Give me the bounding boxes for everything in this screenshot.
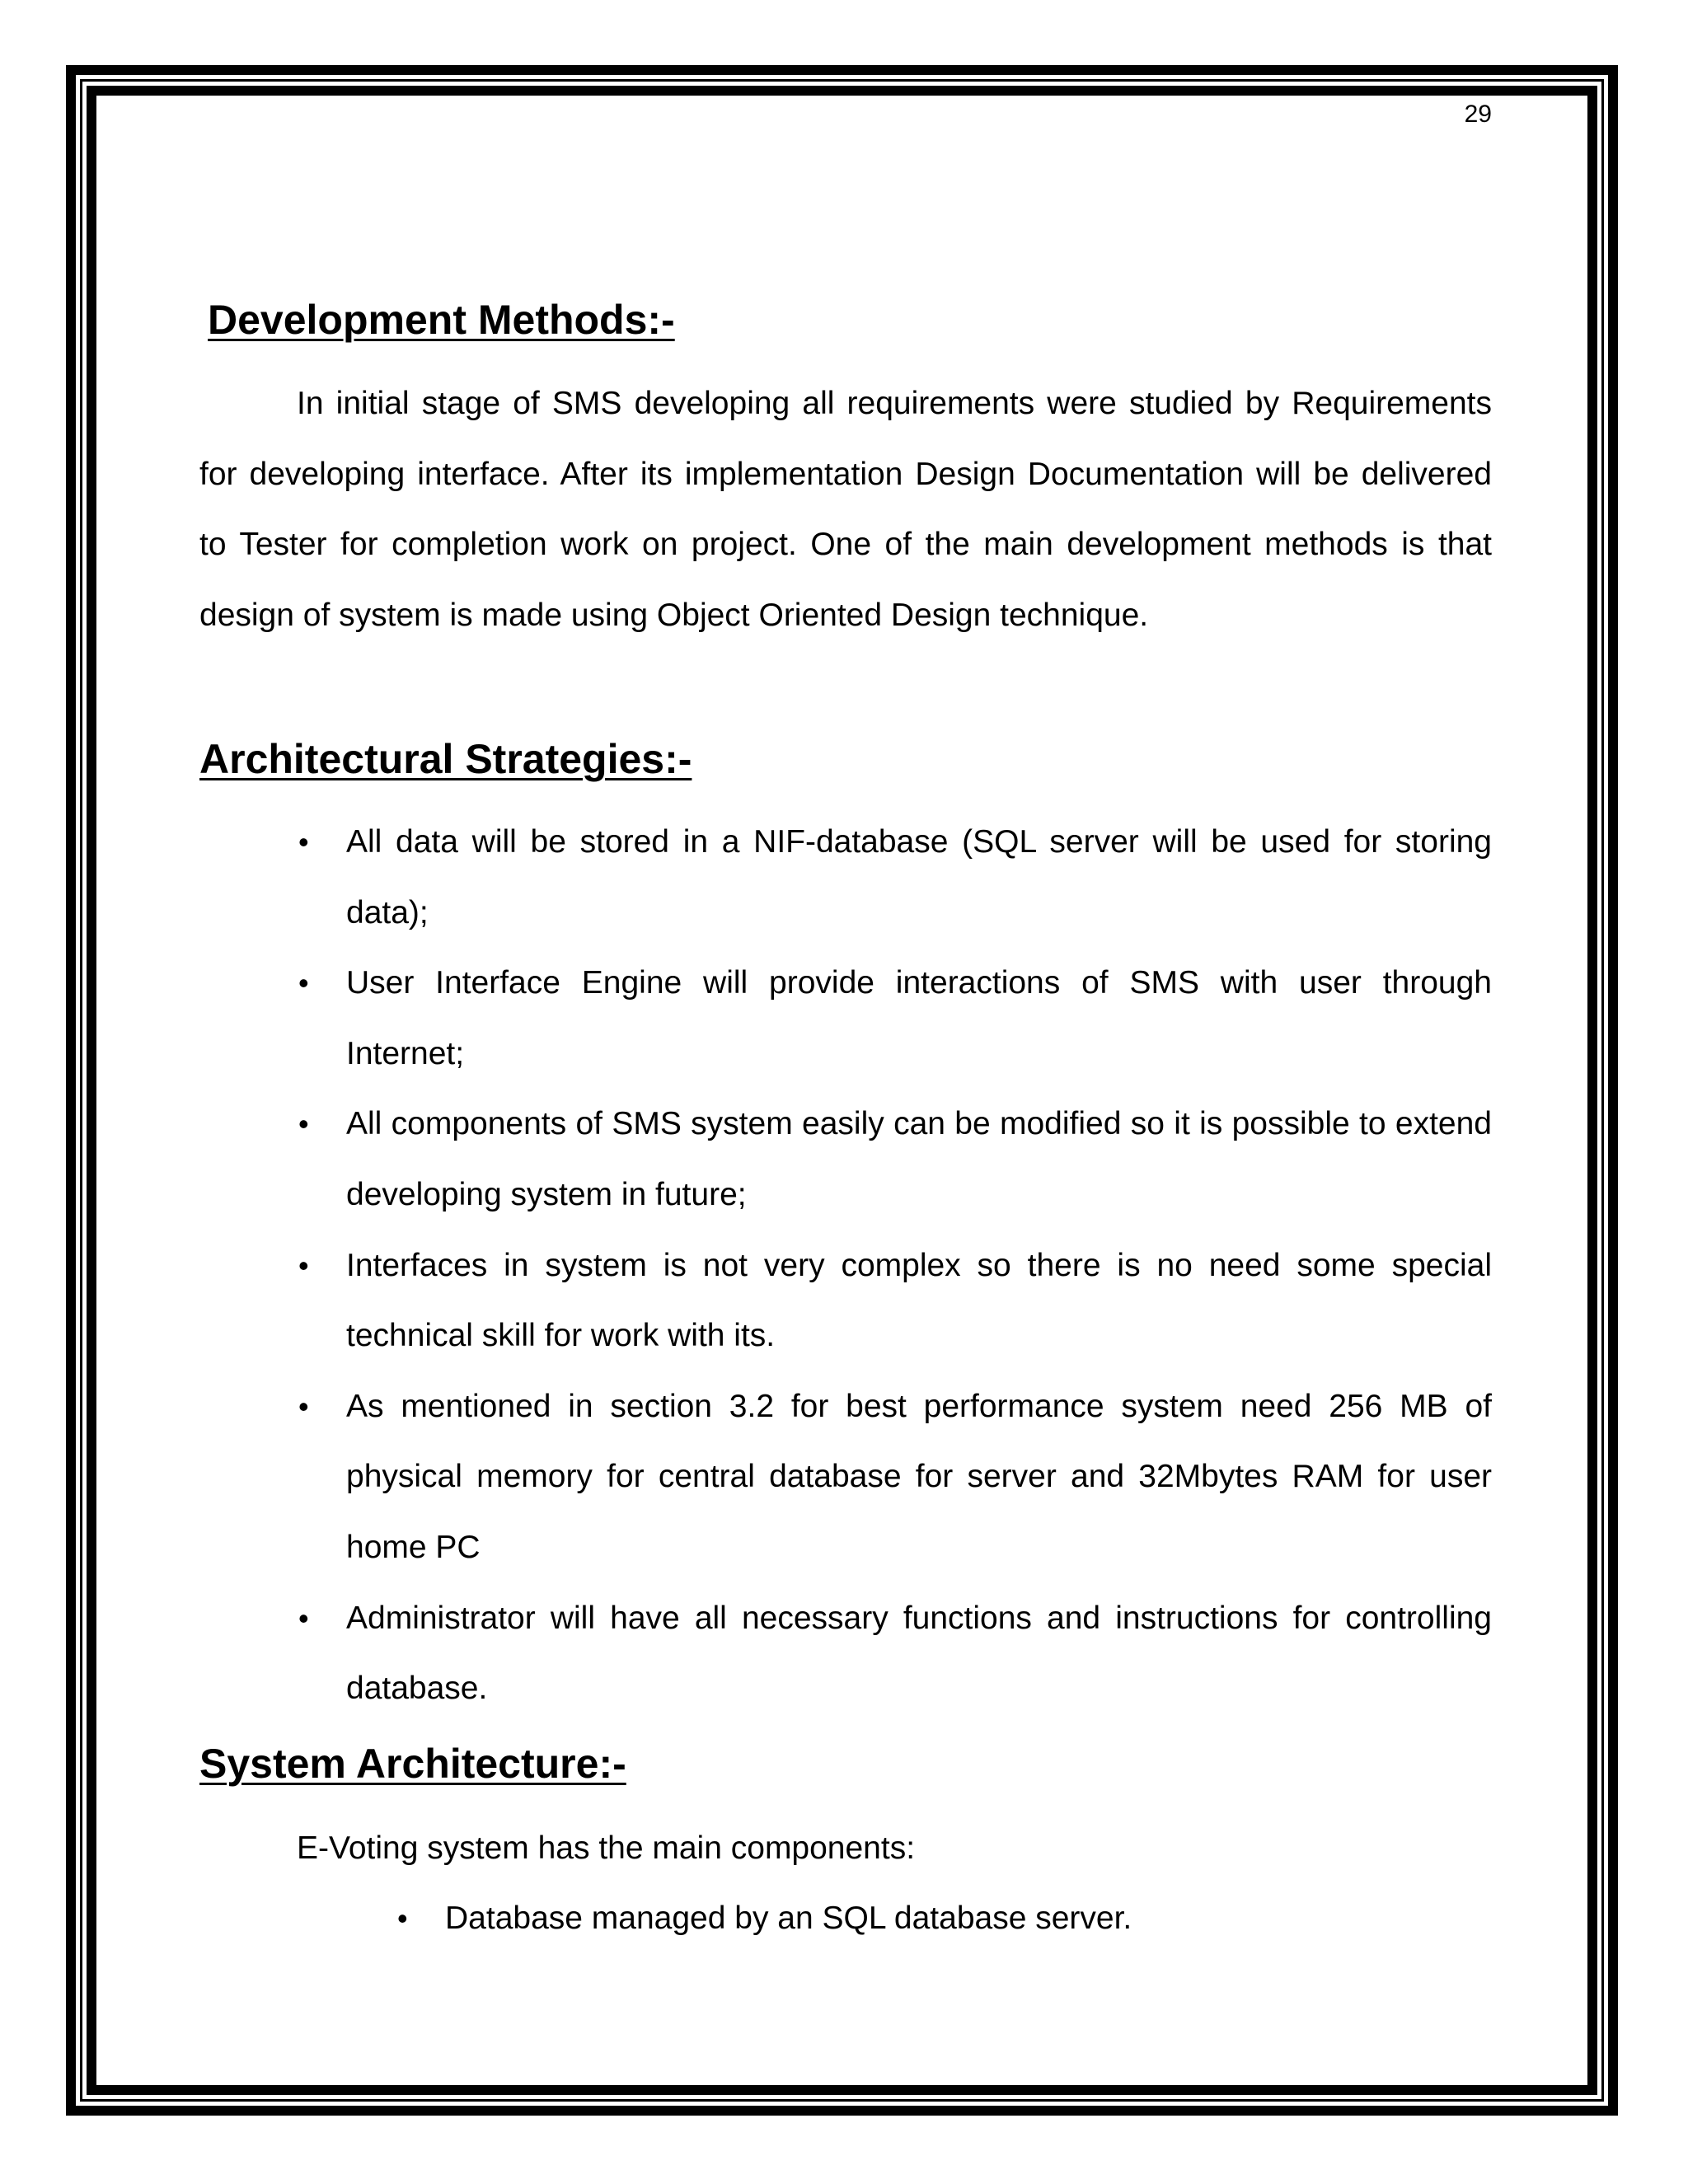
list-item-text: Administrator will have all necessary functions and instructions for controlling database.: [346, 1600, 1492, 1707]
list-item: [199, 1230, 1492, 1371]
bullet-icon: •: [298, 825, 309, 859]
paragraph-development-methods: In initial stage of SMS developing all requirements were studied by Requirements for developing interface. After its implementation Design Documentation will be delivered to Tester for completion work on project. One of the main development methods is that design of system is made using Object Oriented Design technique.: [199, 386, 1492, 633]
list-item-text: User Interface Engine will provide interactions of SMS with user through Internet;: [346, 965, 1492, 1071]
bullet-icon: •: [298, 966, 309, 1001]
list-item-text: All data will be stored in a NIF-database (SQL server will be used for storing data);: [346, 824, 1492, 930]
heading-system-architecture: System Architecture:-: [199, 1741, 626, 1787]
list-item: [199, 948, 1492, 1089]
list-item-text: Database managed by an SQL database server.: [445, 1900, 1132, 1936]
list-item: [199, 1089, 1492, 1230]
architectural-strategies-list: [199, 807, 1492, 1724]
list-item: [199, 1371, 1492, 1583]
list-item: [199, 1883, 1492, 1954]
system-architecture-intro: E-Voting system has the main components:: [297, 1830, 916, 1866]
heading-development-methods: Development Methods:-: [208, 297, 675, 343]
heading-architectural-strategies: Architectural Strategies:-: [199, 736, 692, 782]
page-number: 29: [1464, 101, 1492, 128]
list-item-text: As mentioned in section 3.2 for best performance system need 256 MB of physical memory for central database for server and 32Mbytes RAM for user home PC: [346, 1388, 1492, 1565]
bullet-icon: •: [397, 1901, 408, 1935]
list-item-text: Interfaces in system is not very complex so there is no need some special technical skill for work with its.: [346, 1247, 1492, 1354]
bullet-icon: •: [298, 1601, 309, 1635]
bullet-icon: •: [298, 1248, 309, 1282]
list-item: [199, 807, 1492, 948]
system-components-list: [199, 1883, 1492, 1954]
list-item: [199, 1583, 1492, 1724]
bullet-icon: •: [298, 1389, 309, 1423]
bullet-icon: •: [298, 1107, 309, 1141]
list-item-text: All components of SMS system easily can be modified so it is possible to extend developing system in future;: [346, 1106, 1492, 1212]
